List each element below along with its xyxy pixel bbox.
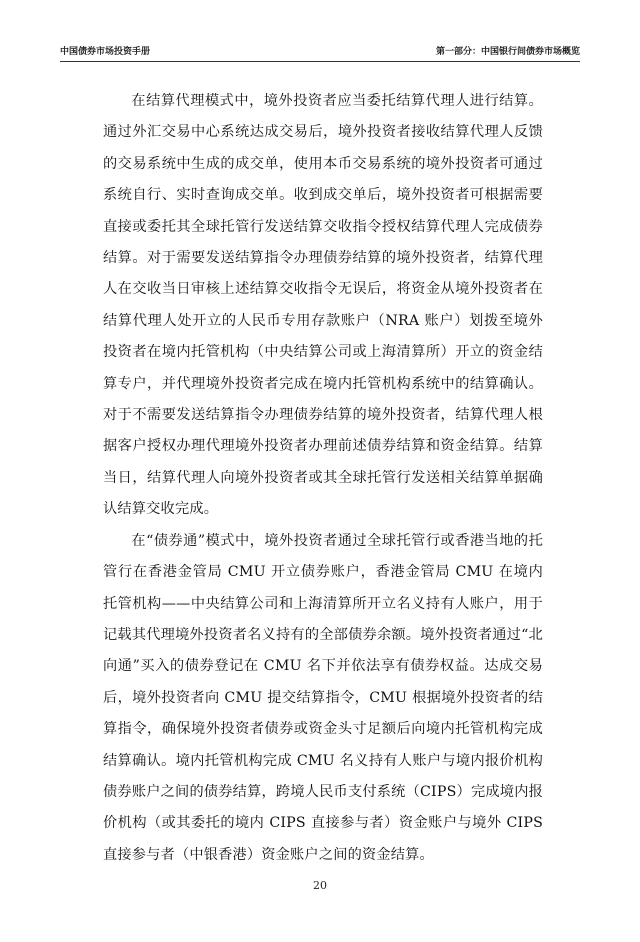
paragraph-bond-connect-mode: 在“债券通”模式中，境外投资者通过全球托管行或香港当地的托管行在香港金管局 CMU 开立债券账户，香港金管局 CMU 在境内托管机构——中央结算公司和上海清算所开立名义持有人账户，用于记载其代理境外投资者名义持有的全部债券余额。境外投资者通过“北向通”买入的债券登记在 CMU 名下并依法享有债券权益。达成交易后，境外投资者向 CMU 提交结算指令，CMU 根据境外投资者的结算指令，确保境外投资者债券或资金头寸足额后向境内托管机构完成结算确认。境内托管机构完成 CMU 名义持有人账户与境内报价机构债券账户之间的债券结算，跨境人民币支付系统（CIPS）完成境内报价机构（或其委托的境内 CIPS 直接参与者）资金账户与境外 CIPS 直接参与者（中银香港）资金账户之间的资金结算。 [103,532,543,863]
header-book-title: 中国债券市场投资手册 [60,47,151,57]
header-divider [60,61,580,62]
page-header [60,44,580,60]
body-text [103,86,543,871]
header-section-title: 第一部分：中国银行间债券市场概览 [435,47,580,57]
page-number: 20 [313,879,327,892]
paragraph-settlement-agent-mode: 在结算代理模式中，境外投资者应当委托结算代理人进行结算。通过外汇交易中心系统达成交易后，境外投资者接收结算代理人反馈的交易系统中生成的成交单，使用本币交易系统的境外投资者可通过系统自行、实时查询成交单。收到成交单后，境外投资者可根据需要直接或委托其全球托管行发送结算交收指令授权结算代理人完成债券结算。对于需要发送结算指令办理债券结算的境外投资者，结算代理人在交收当日审核上述结算交收指令无误后，将资金从境外投资者在结算代理人处开立的人民币专用存款账户（NRA 账户）划拨至境外投资者在境内托管机构（中央结算公司或上海清算所）开立的资金结算专户，并代理境外投资者完成在境内托管机构系统中的结算确认。对于不需要发送结算指令办理债券结算的境外投资者，结算代理人根据客户授权办理代理境外投资者办理前述债券结算和资金结算。结算当日，结算代理人向境外投资者或其全球托管行发送相关结算单据确认结算交收完成。 [103,93,543,518]
